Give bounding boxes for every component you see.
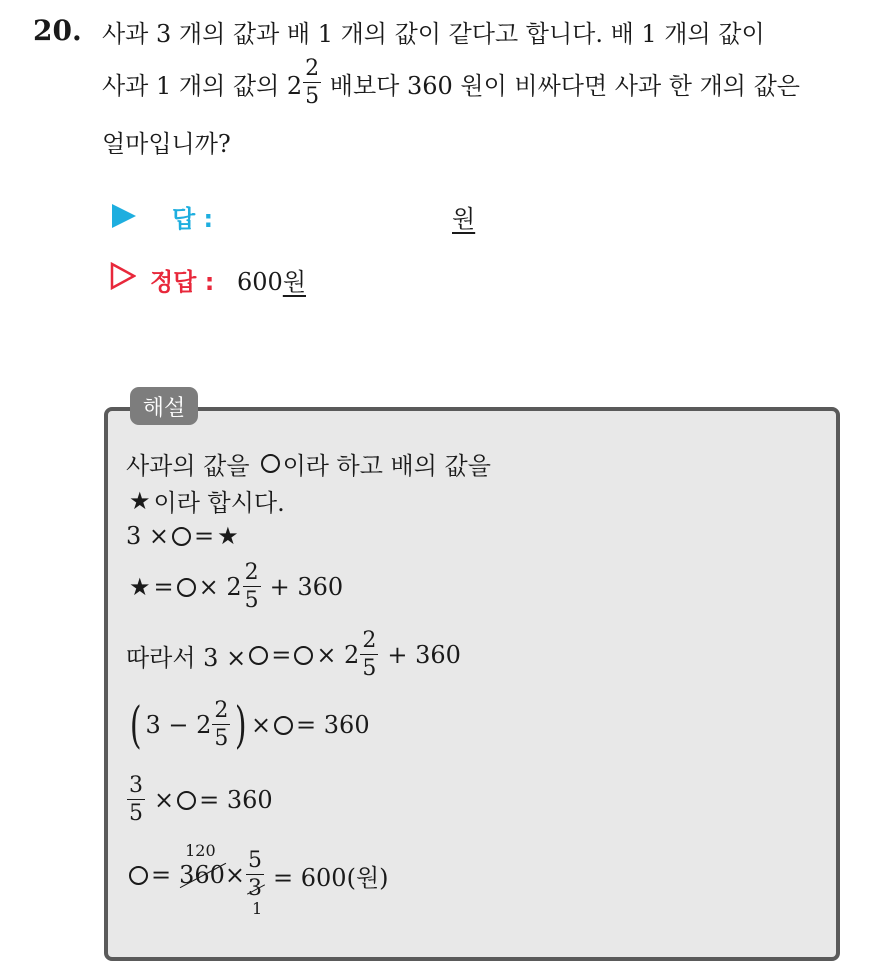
question-line-3: 얼마입니까? (102, 130, 231, 158)
fraction (360, 630, 378, 680)
correct-answer-label: 정답 : (150, 268, 215, 296)
star-symbol-icon: ★ (129, 486, 151, 515)
right-paren: ) (235, 696, 248, 754)
fraction-denominator: 5 (214, 726, 229, 751)
text: 이라 합시다. (153, 489, 285, 517)
fraction (243, 562, 261, 612)
solution-line-2 (126, 483, 285, 518)
question-line-1: 사과 3 개의 값과 배 1 개의 값이 같다고 합니다. 배 1 개의 값이 (102, 20, 765, 48)
correct-answer-unit: 원 (282, 268, 306, 296)
fraction (127, 775, 145, 825)
star-symbol-icon: ★ (217, 522, 239, 550)
fraction-numerator: 2 (244, 560, 259, 585)
text: × (250, 711, 272, 739)
text: × (154, 786, 175, 814)
text: 사과의 값을 (126, 452, 250, 480)
text: + 360 (269, 573, 344, 601)
circle-symbol-icon (294, 646, 313, 665)
text: 따라서 3 × (126, 643, 247, 672)
fraction-denominator: 5 (362, 656, 377, 681)
solution-line-6 (126, 696, 370, 754)
text: 3 × (126, 522, 170, 550)
solution-line-1 (126, 446, 491, 481)
solution-tag: 해설 (130, 387, 198, 425)
text: × 2 (198, 573, 242, 601)
answer-unit: 원 (452, 205, 476, 233)
cancel-result-top: 120 (185, 841, 216, 860)
text: = (194, 522, 215, 550)
play-triangle-icon (112, 204, 136, 228)
text: = (151, 861, 172, 889)
text: = 600(원) (273, 863, 389, 892)
fraction-numerator: 2 (305, 56, 320, 81)
solution-line-8 (126, 841, 389, 918)
cancelled-term (179, 841, 225, 889)
left-paren: ( (129, 696, 142, 754)
text: = (153, 573, 174, 601)
circle-symbol-icon (172, 527, 191, 546)
text: 이라 하고 배의 값을 (282, 452, 491, 480)
text: 3 − 2 (145, 711, 212, 739)
text: = 360 (199, 786, 273, 814)
outline-triangle-icon (110, 262, 136, 290)
fraction (303, 58, 321, 108)
fraction (212, 700, 230, 750)
fraction (246, 848, 264, 918)
struck-value: 360 (179, 861, 225, 889)
circle-symbol-icon (249, 646, 268, 665)
star-symbol-icon: ★ (129, 573, 151, 601)
question-line-2-start: 사과 1 개의 값의 2 (102, 71, 303, 100)
text: = 360 (296, 711, 370, 739)
fraction-numerator: 2 (214, 698, 229, 723)
correct-answer (237, 262, 306, 297)
solution-line-5 (126, 630, 461, 680)
circle-symbol-icon (129, 866, 148, 885)
circle-symbol-icon (177, 578, 196, 597)
question-line-2-end: 배보다 360 원이 비싸다면 사과 한 개의 값은 (322, 71, 800, 100)
correct-answer-value: 600 (237, 268, 283, 296)
text: × 2 (316, 641, 360, 669)
cancel-result-bottom: 1 (252, 899, 263, 918)
circle-symbol-icon (261, 454, 280, 473)
question-number: 20. (33, 14, 82, 47)
fraction-numerator: 5 (248, 848, 263, 873)
text: = (271, 641, 292, 669)
fraction-denominator (246, 875, 264, 918)
circle-symbol-icon (177, 791, 196, 810)
fraction-denominator: 5 (244, 588, 259, 613)
solution-line-3 (126, 522, 242, 550)
solution-line-4 (126, 562, 343, 612)
struck-denominator: 3 (248, 876, 263, 901)
question-line-2 (102, 58, 800, 108)
fraction-numerator: 2 (362, 628, 377, 653)
fraction-denominator: 5 (305, 84, 320, 109)
fraction-denominator: 5 (129, 801, 143, 826)
text: + 360 (387, 641, 461, 669)
answer-label: 답 : (172, 205, 214, 233)
solution-line-7 (126, 775, 273, 825)
circle-symbol-icon (274, 716, 293, 735)
fraction-numerator: 3 (129, 773, 143, 798)
text: × (224, 861, 246, 889)
